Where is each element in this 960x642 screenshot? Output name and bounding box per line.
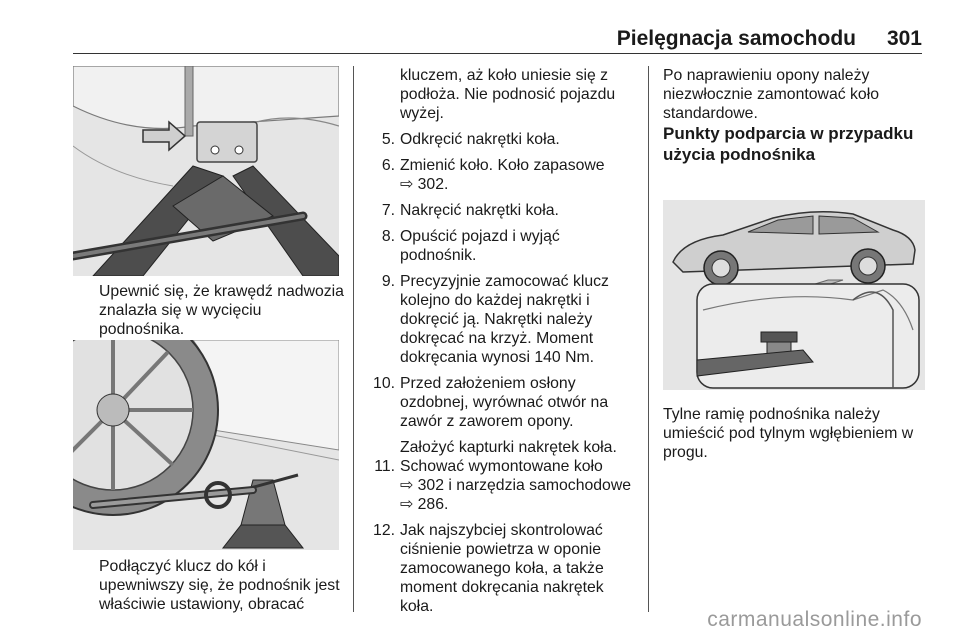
- cross-reference-arrow-icon: ⇨: [400, 477, 414, 494]
- column-right: [663, 66, 925, 165]
- step-number: 5.: [381, 131, 395, 148]
- step-text: Jak najszybciej skontrolować ciśnienie powietrza w oponie zamocowanego koła, a także moment dokręcania nakrętek koła.: [400, 522, 604, 615]
- step-text: Odkręcić nakrętki koła.: [400, 131, 560, 148]
- jacking-point-illustration: [663, 200, 925, 390]
- cross-reference-link[interactable]: 302.: [417, 176, 449, 193]
- page-number: 301: [886, 27, 922, 50]
- caption-connect-wrench: Podłączyć klucz do kół i upewniwszy się, że podnośnik jest właściwie ustawiony, obracać: [99, 558, 340, 613]
- column-divider-right: [648, 66, 649, 612]
- step-number: 12.: [373, 522, 395, 539]
- jack-wrench-illustration: [73, 340, 339, 550]
- step-number: 11.: [374, 458, 395, 475]
- step-11: [359, 457, 636, 514]
- step-number: 8.: [381, 228, 395, 245]
- step-4-continuation: kluczem, aż koło uniesie się z podłoża. Nie podnosić pojazdu wyżej.: [400, 67, 616, 122]
- step-text: Zmienić koło. Koło zapasowe: [400, 157, 605, 174]
- page-header-title: Pielęgnacja samochodu: [616, 27, 856, 50]
- column-right-lower: [663, 405, 925, 462]
- section-heading-jacking-points: Punkty podparcia w przypadku użycia podnośnika: [663, 124, 914, 164]
- cross-reference-link[interactable]: 302 i narzędzia samochodowe: [417, 477, 632, 494]
- paragraph-standard-wheel: Po naprawieniu opony należy niezwłocznie zamontować koło standardowe.: [663, 67, 879, 122]
- step-5: [359, 130, 636, 149]
- step-text: Opuścić pojazd i wyjąć podnośnik.: [400, 228, 560, 264]
- step-10: [359, 374, 636, 431]
- step-text: Nakręcić nakrętki koła.: [400, 202, 559, 219]
- step-10-note: Założyć kapturki nakrętek koła.: [400, 439, 617, 456]
- cross-reference-arrow-icon: ⇨: [400, 176, 414, 193]
- step-7: [359, 201, 636, 220]
- step-number: 10.: [373, 375, 395, 392]
- cross-reference-link[interactable]: 286.: [417, 496, 449, 513]
- step-text: Przed założeniem osłony ozdobnej, wyrównać otwór na zawór z zaworem opony.: [400, 375, 609, 430]
- step-number: 9.: [381, 273, 395, 290]
- watermark: carmanualsonline.info: [707, 608, 922, 631]
- cross-reference-arrow-icon: ⇨: [400, 496, 414, 513]
- step-number: 7.: [381, 202, 395, 219]
- step-12: [359, 521, 636, 616]
- step-6: [359, 156, 636, 194]
- step-8: [359, 227, 636, 265]
- step-number: 6.: [381, 157, 395, 174]
- step-text: Precyzyjnie zamocować klucz kolejno do każdej nakrętki i dokręcić ją. Nakrętki należy dokręcać na krzyż. Moment dokręcania wynosi 140 Nm.: [400, 273, 609, 366]
- header-rule: [73, 53, 922, 54]
- jack-body-edge-illustration: [73, 66, 339, 276]
- caption-body-edge: Upewnić się, że krawędź nadwozia znalazła się w wycięciu podnośnika.: [99, 283, 344, 338]
- step-9: [359, 272, 636, 367]
- paragraph-jack-placement: Tylne ramię podnośnika należy umieścić pod tylnym wgłębieniem w progu.: [663, 406, 914, 461]
- step-text: Schować wymontowane koło: [400, 458, 603, 475]
- column-middle: [374, 66, 636, 623]
- column-divider-left: [353, 66, 354, 612]
